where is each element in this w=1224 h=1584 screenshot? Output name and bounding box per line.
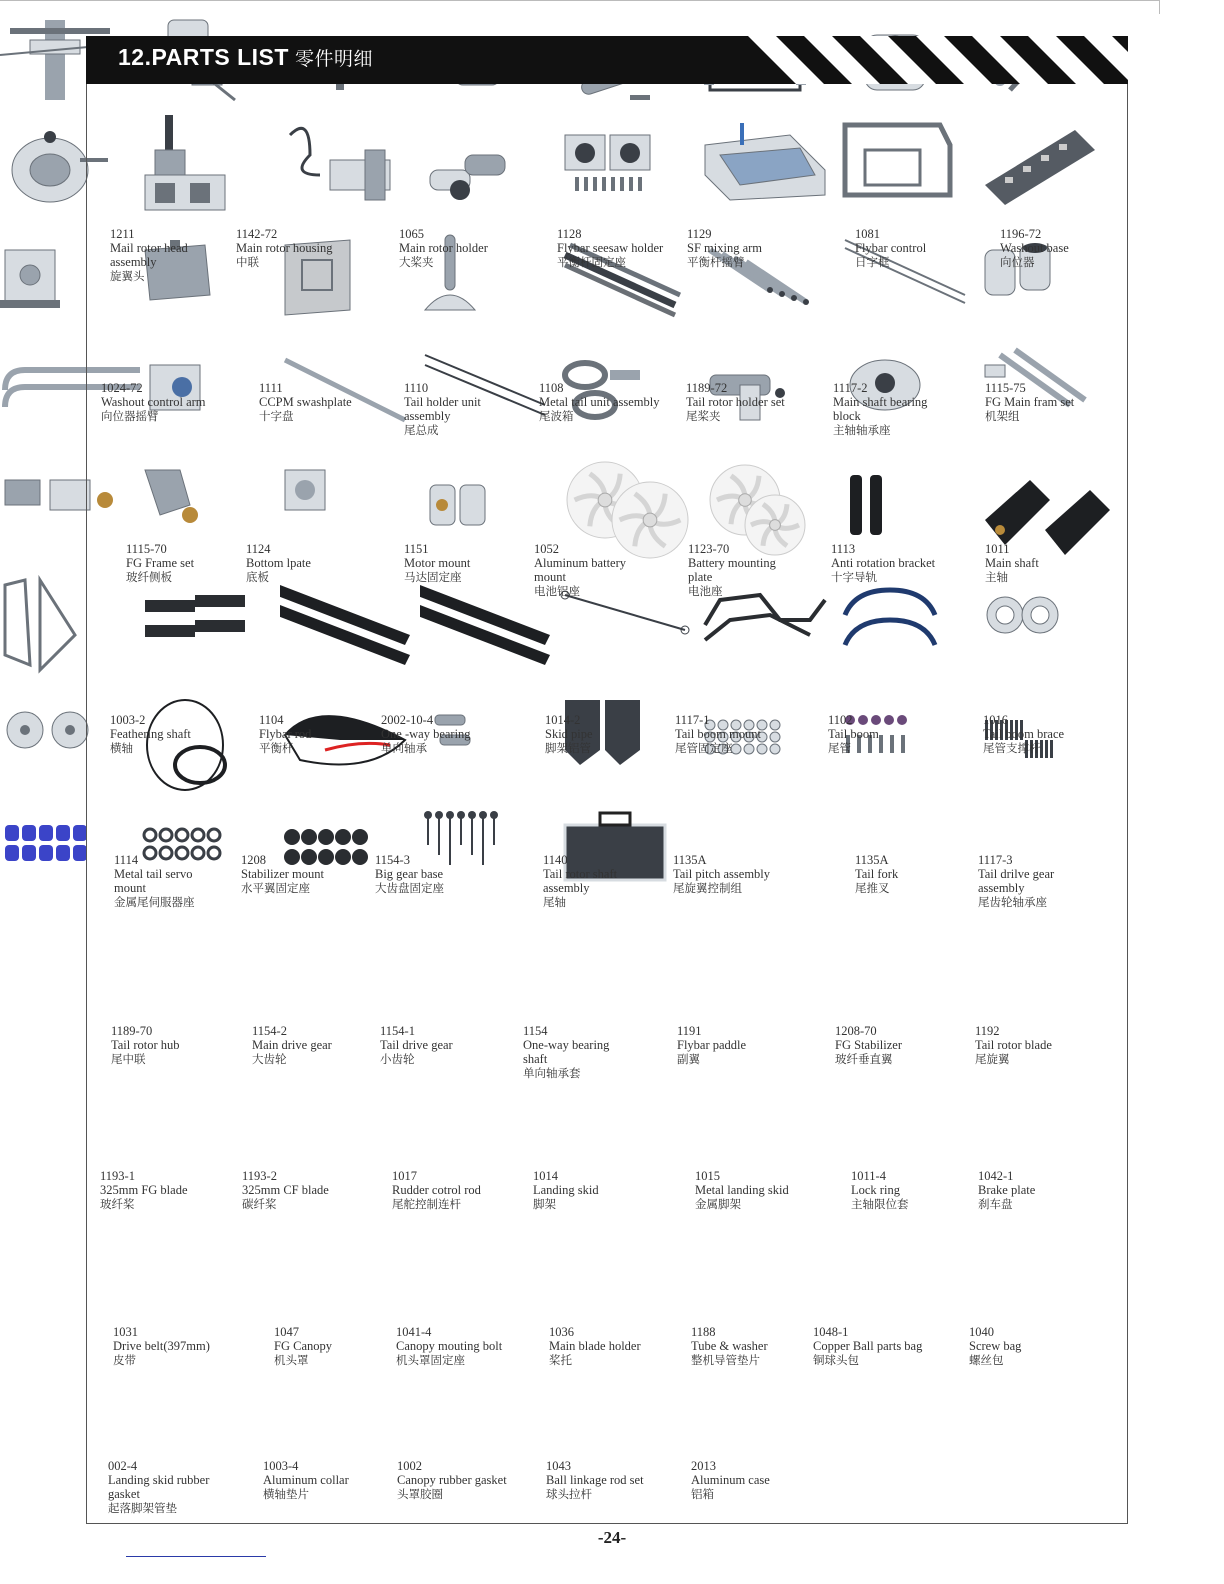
part-label xyxy=(236,227,333,269)
part-code: 1048-1 xyxy=(813,1325,849,1339)
part-name-en: Bottom lpate xyxy=(246,556,311,570)
part-code: 1208-70 xyxy=(835,1024,877,1038)
part-name-en: Drive belt(397mm) xyxy=(113,1339,210,1353)
part-name-cn: 金属尾伺服器座 xyxy=(114,895,195,909)
part-label xyxy=(252,1024,332,1066)
part-code: 1117-1 xyxy=(675,713,710,727)
part-name-cn: 脚架铝管 xyxy=(545,741,591,755)
part-label xyxy=(691,1459,770,1501)
part-name-en: mount xyxy=(114,881,146,895)
part-name-cn: 横轴垫片 xyxy=(263,1487,309,1501)
part-name-en: Tail boom brace xyxy=(983,727,1065,741)
part-name-cn: 碳纤桨 xyxy=(242,1197,277,1211)
part-name-en: Tail drive gear xyxy=(380,1038,453,1052)
part-name-cn: 主轴轴承座 xyxy=(833,423,891,437)
section-title-cn: 零件明细 xyxy=(294,49,373,70)
part-label xyxy=(404,542,470,584)
part-name-en: Flybar seesaw holder xyxy=(557,241,664,255)
part-code: 1151 xyxy=(404,542,429,556)
part-label xyxy=(546,1459,644,1501)
part-label xyxy=(691,1325,768,1367)
part-name-cn: 螺丝包 xyxy=(969,1353,1004,1367)
part-name-cn: 尾桨夹 xyxy=(686,409,721,423)
part-name-cn: 脚架 xyxy=(533,1197,556,1211)
part-code: 1154-1 xyxy=(380,1024,415,1038)
part-code: 1110 xyxy=(404,381,429,395)
part-label xyxy=(545,713,593,755)
part-label xyxy=(828,713,879,755)
part-name-en: Main blade holder xyxy=(549,1339,641,1353)
part-name-en: Mail rotor head xyxy=(110,241,188,255)
part-label xyxy=(396,1325,502,1367)
part-name-en: Tail fork xyxy=(855,867,899,881)
page-number: -24- xyxy=(597,1528,627,1547)
part-code: 1108 xyxy=(539,381,564,395)
part-name-en: Screw bag xyxy=(969,1339,1022,1353)
part-code: 1036 xyxy=(549,1325,574,1339)
section-title xyxy=(118,44,373,71)
part-label xyxy=(675,713,761,755)
part-name-cn: 铝箱 xyxy=(691,1487,714,1501)
section-header xyxy=(86,36,1128,84)
part-name-cn: 机头罩固定座 xyxy=(396,1353,465,1367)
part-name-cn: 大齿盘固定座 xyxy=(375,881,444,895)
part-code: 1015 xyxy=(695,1169,720,1183)
part-code: 1117-3 xyxy=(978,853,1013,867)
section-title-en: 12.PARTS LIST xyxy=(118,44,289,70)
part-name-cn: 尾推叉 xyxy=(855,881,890,895)
part-name-cn: 主轴限位套 xyxy=(851,1197,909,1211)
part-name-cn: 单向轴承套 xyxy=(523,1066,581,1080)
part-code: 1142-72 xyxy=(236,227,278,241)
part-label xyxy=(274,1325,332,1367)
part-name-en: shaft xyxy=(523,1052,548,1066)
part-code: 1002 xyxy=(397,1459,422,1473)
part-label xyxy=(241,853,324,895)
part-label xyxy=(113,1325,210,1367)
part-name-cn: 水平翼固定座 xyxy=(241,881,310,895)
part-name-en: Main shaft bearing xyxy=(833,395,928,409)
part-label xyxy=(543,853,617,909)
part-name-en: FG Main fram set xyxy=(985,395,1075,409)
part-name-cn: 十字盘 xyxy=(259,409,294,423)
part-name-en: assembly xyxy=(110,255,157,269)
part-label xyxy=(688,542,776,598)
part-name-cn: 平衡杆固定座 xyxy=(557,255,626,269)
part-code: 1011 xyxy=(985,542,1010,556)
part-code: 1114 xyxy=(114,853,139,867)
part-name-en: Motor mount xyxy=(404,556,471,570)
part-code: 1123-70 xyxy=(688,542,730,556)
part-label xyxy=(397,1459,507,1501)
part-name-cn: 尾总成 xyxy=(404,423,439,437)
part-label xyxy=(259,713,311,755)
part-label xyxy=(835,1024,902,1066)
part-name-en: mount xyxy=(534,570,566,584)
part-label xyxy=(985,381,1074,423)
part-name-cn: 平衡杆摇臂 xyxy=(687,255,745,269)
part-code: 1140 xyxy=(543,853,568,867)
part-name-en: 325mm FG blade xyxy=(100,1183,188,1197)
part-name-cn: 尾旋翼控制组 xyxy=(673,881,742,895)
part-name-en: Battery mounting xyxy=(688,556,776,570)
part-name-cn: 玻纤侧板 xyxy=(126,570,172,584)
part-name-cn: 尾舵控制连杆 xyxy=(392,1197,461,1211)
right-rule xyxy=(1159,0,1160,14)
part-label xyxy=(673,853,770,895)
part-name-cn: 向位器 xyxy=(1000,255,1035,269)
part-name-en: Ball linkage rod set xyxy=(546,1473,644,1487)
part-name-en: Canopy rubber gasket xyxy=(397,1473,507,1487)
part-name-en: CCPM swashplate xyxy=(259,395,352,409)
part-name-en: Metal tail unit assembly xyxy=(539,395,660,409)
part-code: 1042-1 xyxy=(978,1169,1014,1183)
part-name-en: Tail rotor shaft xyxy=(543,867,618,881)
part-name-en: Brake plate xyxy=(978,1183,1036,1197)
part-name-en: assembly xyxy=(978,881,1025,895)
part-label xyxy=(110,227,188,283)
part-label xyxy=(399,227,488,269)
part-code: 1040 xyxy=(969,1325,994,1339)
part-code: 1117-2 xyxy=(833,381,868,395)
part-label xyxy=(549,1325,641,1367)
part-name-cn: 皮带 xyxy=(113,1353,136,1367)
part-name-cn: 尾齿轮轴承座 xyxy=(978,895,1047,909)
part-name-cn: 向位器摇臂 xyxy=(101,409,159,423)
part-code: 1188 xyxy=(691,1325,716,1339)
part-name-en: Big gear base xyxy=(375,867,444,881)
part-name-en: One -way bearing xyxy=(381,727,471,741)
bottom-link-underline xyxy=(126,1556,266,1557)
part-label xyxy=(523,1024,609,1080)
part-label xyxy=(533,1169,599,1211)
part-name-cn: 十字导轨 xyxy=(831,570,877,584)
part-name-en: Tail boom xyxy=(828,727,879,741)
part-label xyxy=(686,381,785,423)
part-label xyxy=(687,227,762,269)
part-name-en: FG Frame set xyxy=(126,556,195,570)
part-label xyxy=(380,1024,453,1066)
part-label xyxy=(813,1325,922,1367)
part-label xyxy=(855,227,926,269)
part-name-en: Rudder cotrol rod xyxy=(392,1183,481,1197)
part-name-en: Feathering shaft xyxy=(110,727,191,741)
part-code: 1031 xyxy=(113,1325,138,1339)
part-code: 1014-2 xyxy=(545,713,581,727)
part-code: 1104 xyxy=(259,713,284,727)
part-name-en: Tail pitch assembly xyxy=(673,867,771,881)
part-name-cn: 旋翼头 xyxy=(110,269,145,283)
part-name-cn: 电池铝座 xyxy=(534,584,580,598)
part-name-cn: 平衡杆 xyxy=(259,741,294,755)
part-label xyxy=(978,1169,1035,1211)
part-name-cn: 电池座 xyxy=(688,584,723,598)
part-code: 1017 xyxy=(392,1169,417,1183)
part-code: 1208 xyxy=(241,853,266,867)
part-name-en: FG Canopy xyxy=(274,1339,332,1353)
part-name-cn: 机头罩 xyxy=(274,1353,309,1367)
part-label xyxy=(392,1169,481,1211)
part-code: 1011-4 xyxy=(851,1169,886,1183)
part-label xyxy=(246,542,311,584)
part-name-en: 325mm CF blade xyxy=(242,1183,329,1197)
part-code: 1047 xyxy=(274,1325,299,1339)
part-name-cn: 桨托 xyxy=(549,1353,572,1367)
part-name-cn: 刹车盘 xyxy=(978,1197,1013,1211)
part-name-en: Anti rotation bracket xyxy=(831,556,936,570)
part-name-cn: 玻纤垂直翼 xyxy=(835,1052,893,1066)
part-name-en: Metal landing skid xyxy=(695,1183,789,1197)
part-code: 1193-1 xyxy=(100,1169,135,1183)
part-code: 1081 xyxy=(855,227,880,241)
part-name-cn: 金属脚架 xyxy=(695,1197,741,1211)
part-label xyxy=(855,853,898,895)
part-label xyxy=(833,381,927,437)
part-code: 1043 xyxy=(546,1459,571,1473)
part-label xyxy=(695,1169,789,1211)
part-code: 1052 xyxy=(534,542,559,556)
part-name-cn: 机架组 xyxy=(985,409,1020,423)
part-label xyxy=(259,381,352,423)
part-label xyxy=(126,542,194,584)
part-name-en: assembly xyxy=(404,409,451,423)
part-name-en: Tube & washer xyxy=(691,1339,768,1353)
part-code: 1192 xyxy=(975,1024,1000,1038)
part-label xyxy=(985,542,1039,584)
part-name-en: block xyxy=(833,409,861,423)
part-name-cn: 尾管固定座 xyxy=(675,741,733,755)
part-label xyxy=(983,713,1064,755)
part-name-en: Tail boom mount xyxy=(675,727,761,741)
part-code: 1189-70 xyxy=(111,1024,153,1038)
part-label xyxy=(111,1024,180,1066)
part-label xyxy=(404,381,481,437)
part-name-en: Tail rotor holder set xyxy=(686,395,785,409)
part-name-en: One-way bearing xyxy=(523,1038,610,1052)
part-name-cn: 大齿轮 xyxy=(252,1052,287,1066)
part-label xyxy=(375,853,444,895)
part-name-cn: 小齿轮 xyxy=(380,1052,415,1066)
part-label xyxy=(101,381,206,423)
part-label xyxy=(100,1169,188,1211)
part-name-cn: 玻纤桨 xyxy=(100,1197,135,1211)
part-name-cn: 中联 xyxy=(236,255,259,269)
part-name-en: assembly xyxy=(543,881,590,895)
part-label xyxy=(263,1459,349,1501)
part-label xyxy=(381,713,471,755)
part-name-cn: 尾波箱 xyxy=(539,409,574,423)
part-code: 1191 xyxy=(677,1024,702,1038)
part-name-en: Tail drilve gear xyxy=(978,867,1055,881)
part-name-en: Stabilizer mount xyxy=(241,867,324,881)
part-name-cn: 主轴 xyxy=(985,570,1008,584)
part-name-cn: 尾轴 xyxy=(543,895,566,909)
part-code: 1115-70 xyxy=(126,542,167,556)
part-name-cn: 尾管 xyxy=(828,741,851,755)
header-stripes-decoration xyxy=(748,36,1128,84)
part-name-en: SF mixing arm xyxy=(687,241,763,255)
part-code: 002-4 xyxy=(108,1459,138,1473)
part-code: 2002-10-4 xyxy=(381,713,434,727)
part-code: 1014 xyxy=(533,1169,558,1183)
part-name-cn: 尾管支撑杆 xyxy=(983,741,1041,755)
part-name-en: Tail rotor blade xyxy=(975,1038,1052,1052)
part-name-en: Flybar paddle xyxy=(677,1038,747,1052)
part-code: 1129 xyxy=(687,227,712,241)
part-name-cn: 大桨夹 xyxy=(399,255,434,269)
part-label xyxy=(969,1325,1021,1367)
part-code: 1189-72 xyxy=(686,381,728,395)
part-name-en: Main shaft xyxy=(985,556,1039,570)
part-code: 1016 xyxy=(983,713,1008,727)
part-label xyxy=(831,542,935,584)
part-name-cn: 起落脚架管垫 xyxy=(108,1501,177,1515)
part-label xyxy=(557,227,663,269)
part-label xyxy=(1000,227,1069,269)
part-code: 1041-4 xyxy=(396,1325,432,1339)
part-code: 1113 xyxy=(831,542,856,556)
part-name-en: gasket xyxy=(108,1487,140,1501)
part-code: 1111 xyxy=(259,381,283,395)
part-code: 1115-75 xyxy=(985,381,1026,395)
part-code: 1154-2 xyxy=(252,1024,287,1038)
part-name-en: Washout control arm xyxy=(101,395,206,409)
part-name-en: FG Stabilizer xyxy=(835,1038,903,1052)
part-code: 1211 xyxy=(110,227,135,241)
part-name-en: Metal tail servo xyxy=(114,867,193,881)
part-name-en: Landing skid rubber xyxy=(108,1473,210,1487)
part-code: 1065 xyxy=(399,227,424,241)
part-label xyxy=(114,853,195,909)
part-code: 1003-2 xyxy=(110,713,146,727)
part-name-en: Canopy mouting bolt xyxy=(396,1339,503,1353)
part-name-cn: 横轴 xyxy=(110,741,133,755)
part-name-en: Main drive gear xyxy=(252,1038,332,1052)
part-name-en: Tail rotor hub xyxy=(111,1038,180,1052)
part-name-cn: 底板 xyxy=(246,570,269,584)
part-code: 1154 xyxy=(523,1024,548,1038)
part-label xyxy=(108,1459,209,1515)
part-name-en: Lock ring xyxy=(851,1183,900,1197)
part-label xyxy=(975,1024,1052,1066)
part-name-en: Aluminum battery xyxy=(534,556,626,570)
part-name-en: Aluminum collar xyxy=(263,1473,349,1487)
part-name-en: Main rotor holder xyxy=(399,241,488,255)
part-label xyxy=(851,1169,909,1211)
part-name-cn: 球头拉杆 xyxy=(546,1487,592,1501)
part-code: 2013 xyxy=(691,1459,716,1473)
part-label xyxy=(534,542,626,598)
part-name-cn: 尾中联 xyxy=(111,1052,146,1066)
part-name-cn: 铜球头包 xyxy=(813,1353,859,1367)
part-label xyxy=(110,713,191,755)
part-name-en: plate xyxy=(688,570,713,584)
part-name-en: Flybar control xyxy=(855,241,927,255)
part-label xyxy=(677,1024,746,1066)
part-code: 1135A xyxy=(673,853,707,867)
part-label xyxy=(242,1169,329,1211)
part-code: 1135A xyxy=(855,853,889,867)
part-name-en: Tail holder unit xyxy=(404,395,481,409)
top-rule xyxy=(0,0,1160,1)
part-label xyxy=(539,381,659,423)
part-name-en: Aluminum case xyxy=(691,1473,770,1487)
part-code: 1196-72 xyxy=(1000,227,1042,241)
part-name-cn: 整机导管垫片 xyxy=(691,1353,760,1367)
part-name-cn: 日字框 xyxy=(855,255,890,269)
part-name-en: Flybar rod xyxy=(259,727,312,741)
part-code: 1124 xyxy=(246,542,271,556)
part-name-cn: 头罩胶圈 xyxy=(397,1487,443,1501)
part-name-en: Washout base xyxy=(1000,241,1069,255)
part-code: 1102 xyxy=(828,713,853,727)
part-name-cn: 马达固定座 xyxy=(404,570,462,584)
part-name-cn: 尾旋翼 xyxy=(975,1052,1010,1066)
part-name-en: Skid pipe xyxy=(545,727,593,741)
part-name-cn: 单向轴承 xyxy=(381,741,427,755)
part-code: 1154-3 xyxy=(375,853,410,867)
part-code: 1193-2 xyxy=(242,1169,277,1183)
part-label xyxy=(978,853,1054,909)
part-name-cn: 副翼 xyxy=(677,1052,700,1066)
part-name-en: Main rotor housing xyxy=(236,241,333,255)
part-name-en: Copper Ball parts bag xyxy=(813,1339,923,1353)
part-code: 1128 xyxy=(557,227,582,241)
part-code: 1003-4 xyxy=(263,1459,299,1473)
part-name-en: Landing skid xyxy=(533,1183,599,1197)
part-code: 1024-72 xyxy=(101,381,143,395)
